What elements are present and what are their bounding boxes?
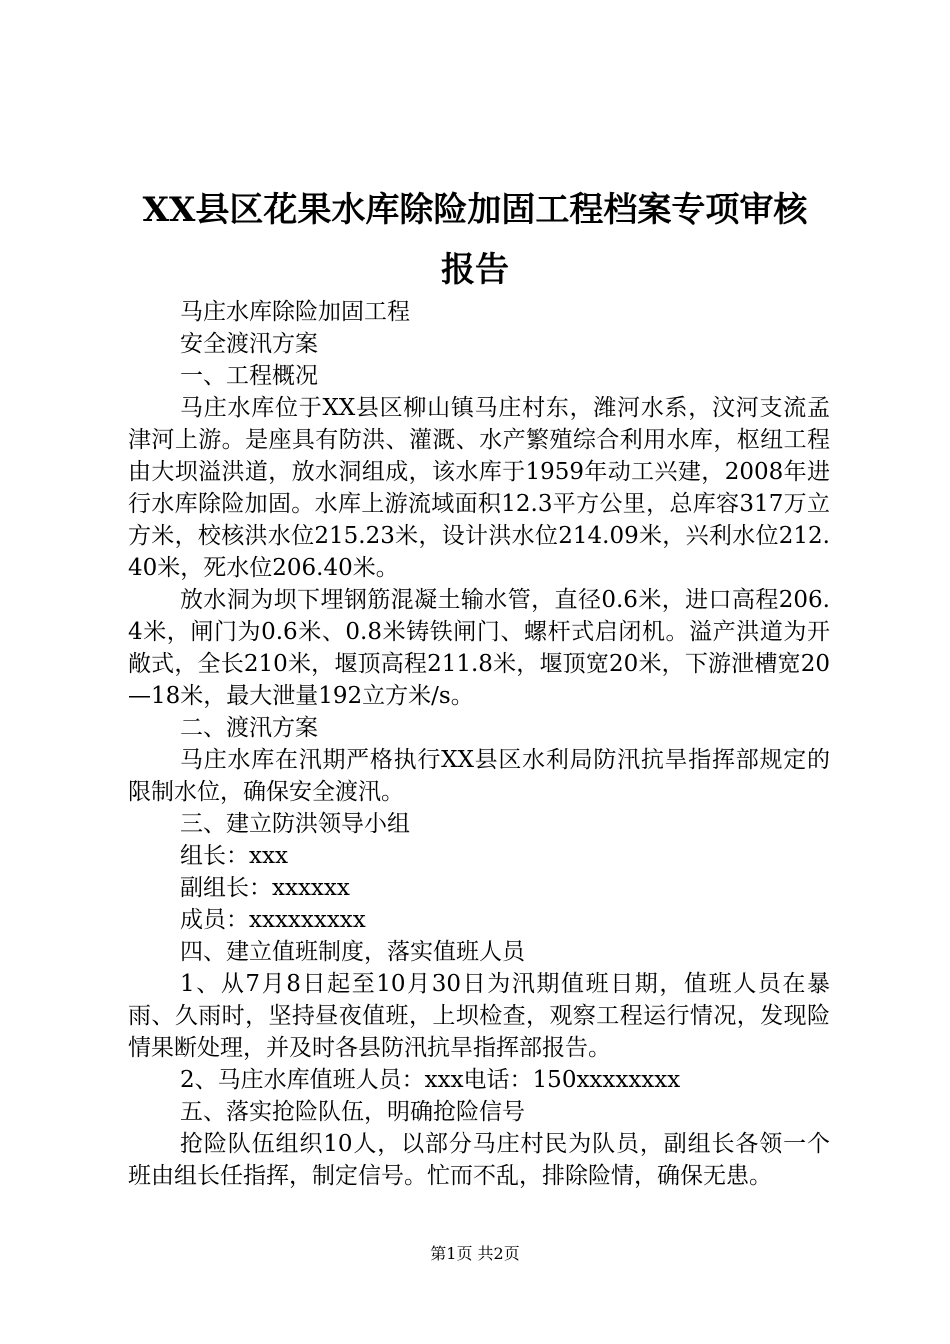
page-footer: 第1页 共2页: [430, 1244, 520, 1263]
paragraph-project-name: 马庄水库除险加固工程: [180, 299, 410, 325]
paragraph-duty-staff: 2、马庄水库值班人员：xxx电话：150xxxxxxxx: [180, 1067, 681, 1093]
section-heading-rescue-team: 五、落实抢险队伍，明确抢险信号: [180, 1099, 525, 1125]
paragraph-overview: 马庄水库位于XX县区柳山镇马庄村东，潍河水系，汶河支流孟津河上游。是座具有防洪、灌溉、水产繁殖综合利用水库，枢纽工程由大坝溢洪道，放水洞组成，该水库于1959年动工兴建，2008年进行水库除险加固。水库上游流域面积12.3平方公里，总库容317万立方米，校核洪水位215.23米，设计洪水位214.09米，兴利水位212.40米，死水位206.40米。: [128, 395, 830, 581]
paragraph-deputy-leader: 副组长：xxxxxx: [180, 875, 350, 901]
paragraph-flood-plan: 马庄水库在汛期严格执行XX县区水利局防汛抗旱指挥部规定的限制水位，确保安全渡汛。: [128, 747, 830, 805]
paragraph-plan-name: 安全渡汛方案: [180, 331, 318, 357]
paragraph-duty-period: 1、从7月8日起至10月30日为汛期值班日期，值班人员在暴雨、久雨时，坚持昼夜值班，上坝检查，观察工程运行情况，发现险情果断处理，并及时各县防汛抗旱指挥部报告。: [128, 971, 830, 1061]
section-heading-overview: 一、工程概况: [180, 363, 318, 389]
document-title-line-2: 报告: [441, 250, 509, 290]
section-heading-flood-plan: 二、渡汛方案: [180, 715, 318, 741]
paragraph-rescue-team: 抢险队伍组织10人，以部分马庄村民为队员，副组长各领一个班由组长任指挥，制定信号。忙而不乱，排除险情，确保无患。: [128, 1131, 830, 1189]
document-title-line-1: XX县区花果水库除险加固工程档案专项审核: [142, 190, 808, 230]
paragraph-outlet-spillway: 放水洞为坝下埋钢筋混凝土输水管，直径0.6米，进口高程206.4米，闸门为0.6米、0.8米铸铁闸门、螺杆式启闭机。溢产洪道为开敞式，全长210米，堰顶高程211.8米，堰顶宽20米，下游泄槽宽20—18米，最大泄量192立方米/s。: [128, 587, 830, 709]
paragraph-group-leader: 组长：xxx: [180, 843, 288, 869]
section-heading-leadership-group: 三、建立防洪领导小组: [180, 811, 410, 837]
section-heading-duty-system: 四、建立值班制度，落实值班人员: [180, 939, 525, 965]
paragraph-members: 成员：xxxxxxxxx: [180, 907, 366, 933]
document-body: [128, 296, 830, 1192]
